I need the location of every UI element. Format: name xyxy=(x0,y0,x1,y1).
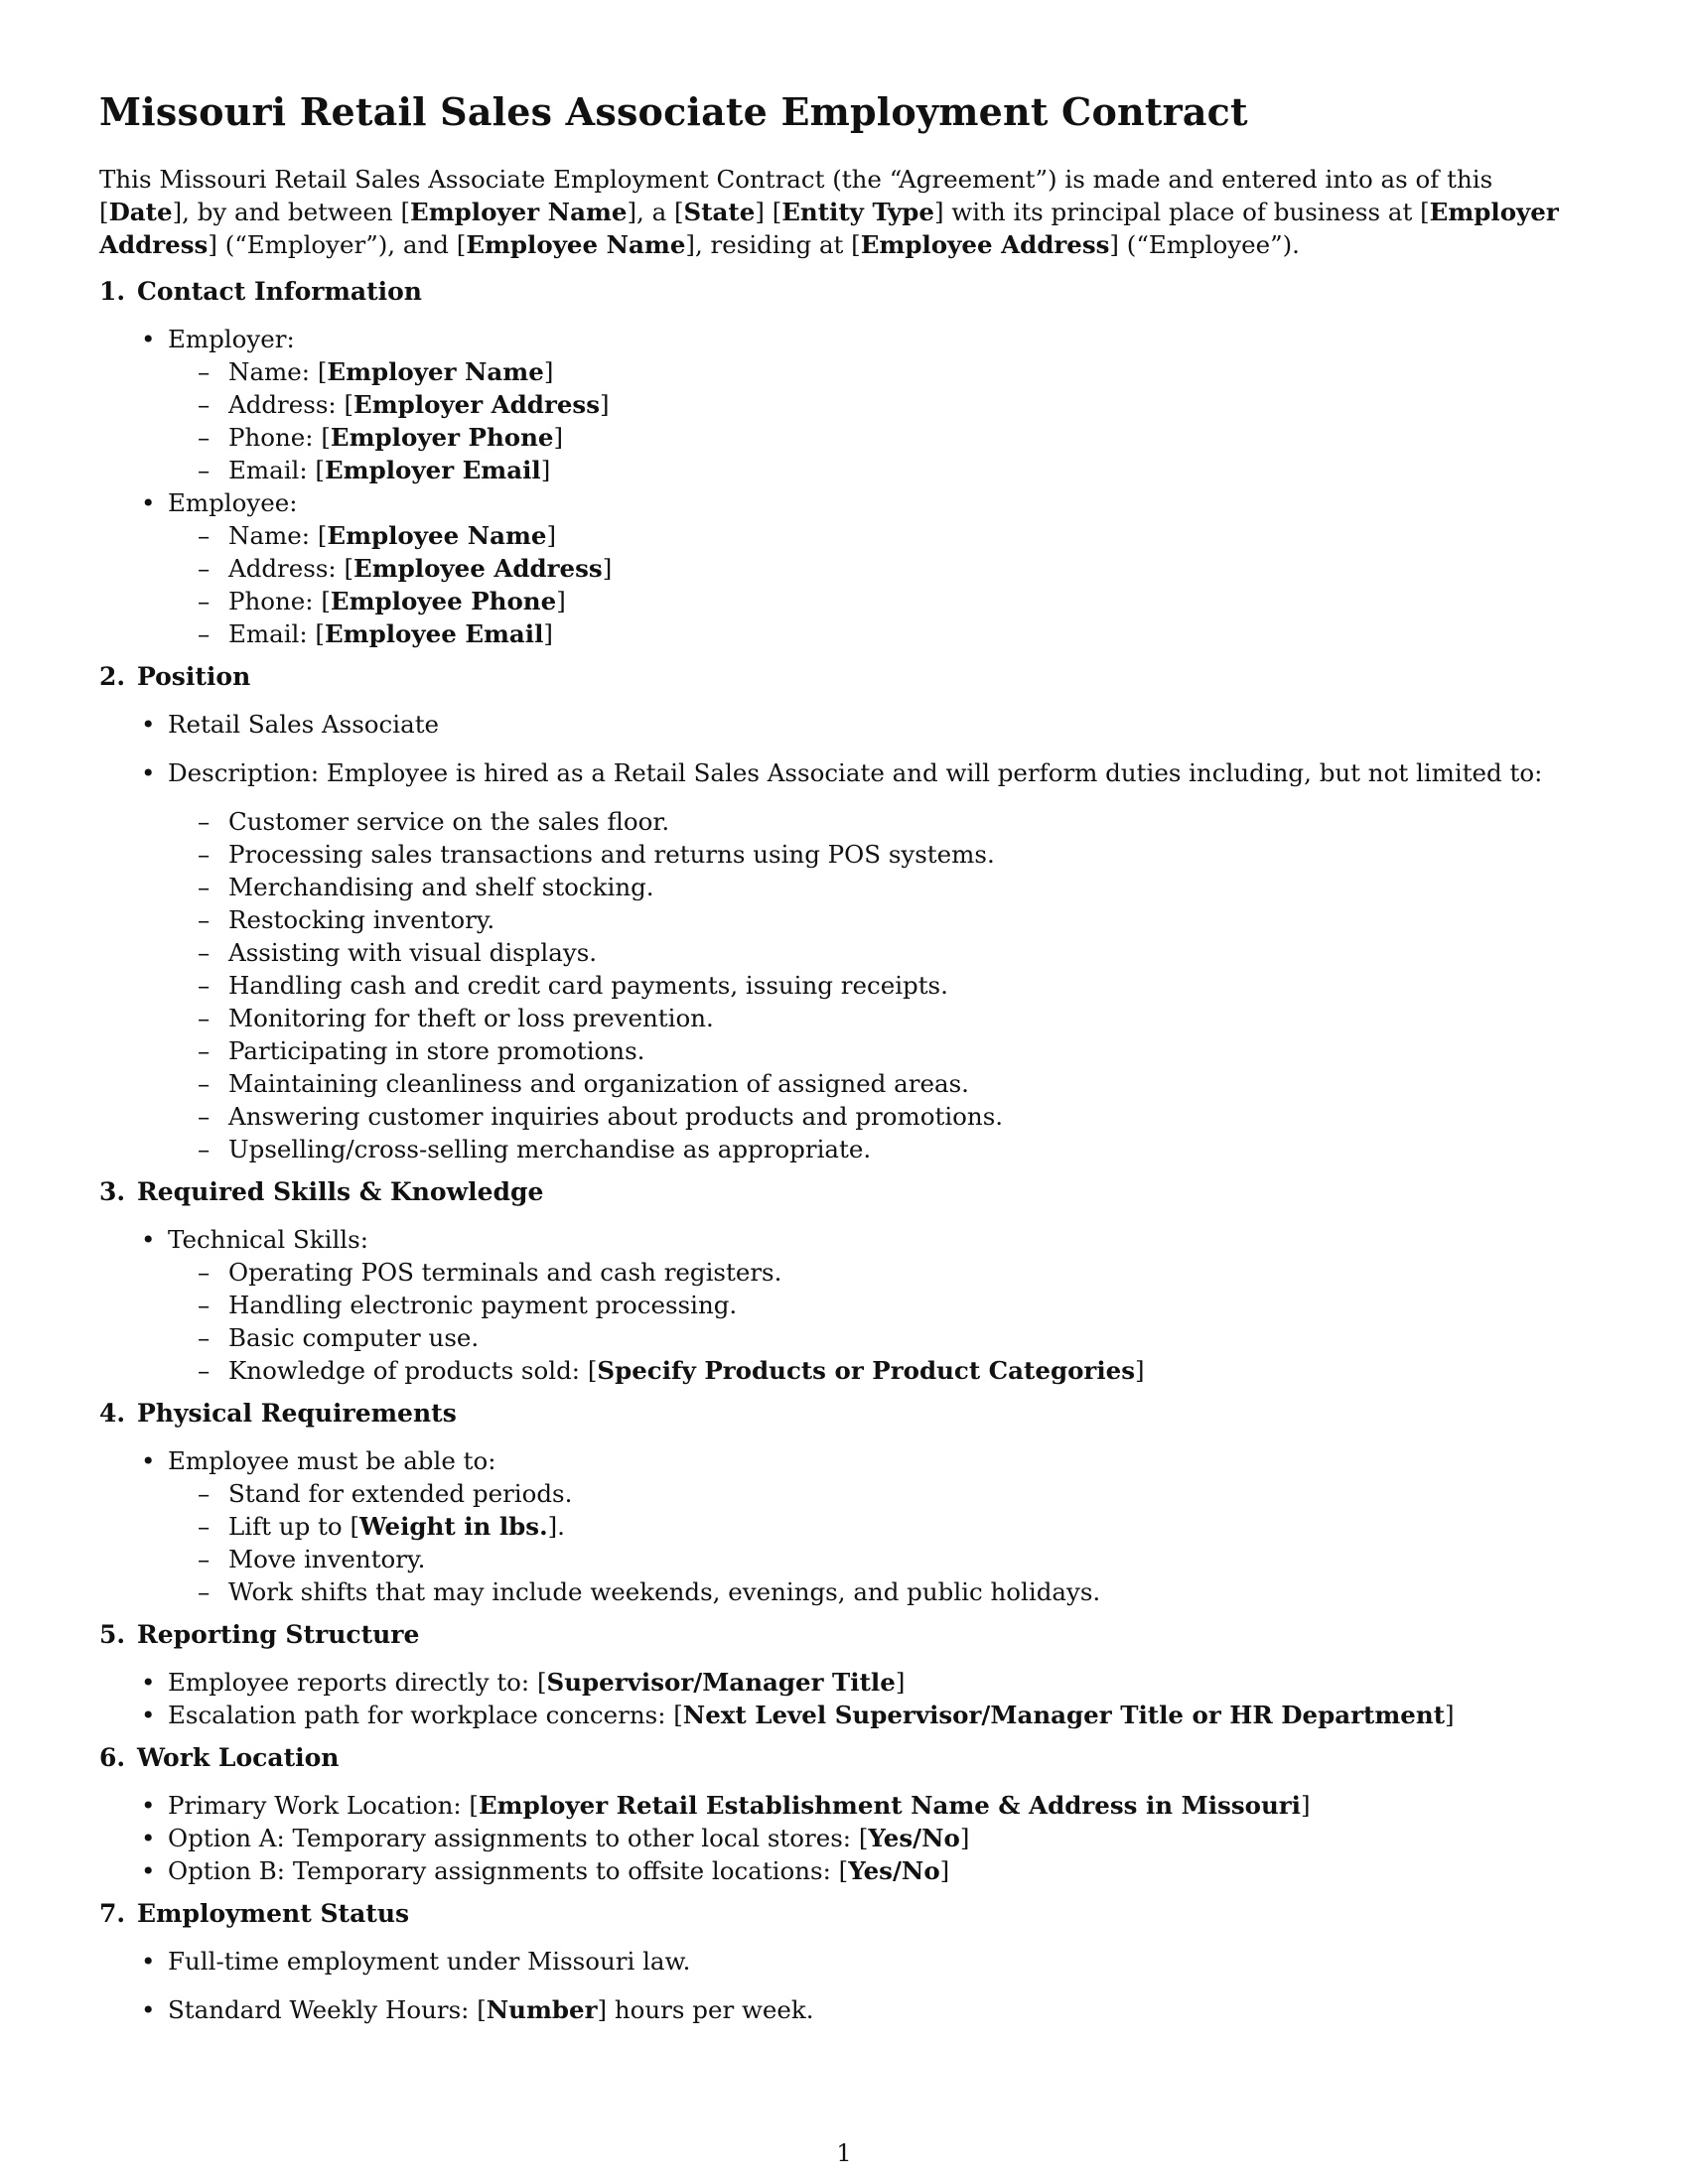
bracket: ] xyxy=(1135,1356,1145,1385)
bracket: ] xyxy=(1300,1791,1311,1820)
list-item xyxy=(137,1444,1589,1608)
placeholder-products: Specify Products or Product Categories xyxy=(597,1356,1136,1385)
section-physical-requirements xyxy=(99,1397,1589,1608)
section-title: Employment Status xyxy=(137,1899,410,1928)
list-item xyxy=(198,585,1589,617)
section-title: Work Location xyxy=(137,1743,340,1772)
intro-text: ] with its principal place of business at [ xyxy=(933,198,1430,226)
section-title: Reporting Structure xyxy=(137,1620,420,1649)
placeholder-hours: Number xyxy=(486,1995,598,2024)
placeholder-employer-address: Employer Address xyxy=(99,198,1559,259)
list-item xyxy=(198,552,1589,585)
list-item: – Assisting with visual displays. xyxy=(198,936,1589,969)
placeholder-yes-no: Yes/No xyxy=(868,1824,960,1852)
section-employment-status xyxy=(99,1897,1589,2026)
placeholder-employee-email: Employee Email xyxy=(325,619,544,648)
section-number: 2. xyxy=(99,662,126,691)
placeholder-employee-address: Employee Address xyxy=(353,554,603,583)
placeholder-employer-name: Employer Name xyxy=(410,198,628,226)
list-item: – Operating POS terminals and cash registers. xyxy=(198,1256,1589,1289)
list-item: – Basic computer use. xyxy=(198,1321,1589,1354)
field-label: Option A: Temporary assignments to other local stores: [ xyxy=(168,1824,869,1852)
list-item: – Answering customer inquiries about products and promotions. xyxy=(198,1100,1589,1133)
list-item: – Stand for extended periods. xyxy=(198,1477,1589,1510)
bracket: ] xyxy=(540,456,551,484)
list-item: – Monitoring for theft or loss prevention. xyxy=(198,1002,1589,1034)
field-label: Name: [ xyxy=(228,357,328,386)
placeholder-employer-name: Employer Name xyxy=(327,357,544,386)
intro-paragraph xyxy=(99,163,1589,261)
bracket: ] xyxy=(1445,1701,1455,1729)
section-heading xyxy=(99,1741,1589,1775)
bracket: ] xyxy=(959,1824,970,1852)
field-label: Name: [ xyxy=(228,521,328,550)
field-label: Lift up to [ xyxy=(228,1512,359,1541)
list-item: – Merchandising and shelf stocking. xyxy=(198,871,1589,903)
list-item xyxy=(137,1666,1589,1699)
bracket: ] xyxy=(602,554,613,583)
list-item xyxy=(137,1699,1589,1731)
section-title: Required Skills & Knowledge xyxy=(137,1177,544,1206)
intro-text: ] [ xyxy=(755,198,782,226)
placeholder-employee-address: Employee Address xyxy=(860,230,1110,259)
list-item: – Customer service on the sales floor. xyxy=(198,805,1589,838)
contact-list xyxy=(99,323,1589,650)
section-reporting-structure xyxy=(99,1618,1589,1731)
intro-text: ], by and between [ xyxy=(172,198,411,226)
contract-page xyxy=(99,87,1589,2036)
duties-list xyxy=(168,805,1589,1165)
bracket: ] xyxy=(939,1856,950,1885)
list-item: • Retail Sales Associate xyxy=(137,708,1589,741)
section-heading xyxy=(99,1618,1589,1652)
section-heading xyxy=(99,1175,1589,1209)
page-number: 1 xyxy=(836,2139,852,2167)
section-number: 5. xyxy=(99,1620,126,1649)
intro-text: ] (“Employer”), and [ xyxy=(208,230,467,259)
section-title: Position xyxy=(137,662,251,691)
bracket: ]. xyxy=(547,1512,565,1541)
list-item xyxy=(137,1822,1589,1854)
bracket: ] xyxy=(895,1668,906,1697)
field-label: Email: [ xyxy=(228,619,325,648)
intro-text: ], residing at [ xyxy=(685,230,861,259)
field-label: Primary Work Location: [ xyxy=(168,1791,479,1820)
status-list xyxy=(99,1945,1589,2026)
section-title: Physical Requirements xyxy=(137,1399,457,1428)
list-item xyxy=(198,519,1589,552)
list-item: – Upselling/cross-selling merchandise as appropriate. xyxy=(198,1133,1589,1165)
field-label: Address: [ xyxy=(228,390,354,419)
field-label: Knowledge of products sold: [ xyxy=(228,1356,598,1385)
bracket: ] xyxy=(556,587,566,615)
field-label: Phone: [ xyxy=(228,423,331,452)
technical-skills-label: Technical Skills: xyxy=(168,1225,368,1254)
list-item xyxy=(198,421,1589,454)
list-item: – Maintaining cleanliness and organization of assigned areas. xyxy=(198,1067,1589,1100)
list-item xyxy=(198,1510,1589,1543)
list-item xyxy=(137,756,1589,1165)
employee-contact-list xyxy=(168,519,1589,650)
employer-contact-list xyxy=(168,355,1589,486)
section-number: 6. xyxy=(99,1743,126,1772)
section-heading xyxy=(99,1397,1589,1431)
list-item: • Full-time employment under Missouri law. xyxy=(137,1945,1589,1978)
intro-text: ] (“Employee”). xyxy=(1109,230,1300,259)
field-label: Phone: [ xyxy=(228,587,331,615)
placeholder-work-location: Employer Retail Establishment Name & Address in Missouri xyxy=(479,1791,1301,1820)
section-heading xyxy=(99,660,1589,694)
list-item xyxy=(198,388,1589,421)
placeholder-employee-phone: Employee Phone xyxy=(330,587,557,615)
placeholder-employee-name: Employee Name xyxy=(466,230,686,259)
bracket: ] xyxy=(546,521,557,550)
placeholder-employer-phone: Employer Phone xyxy=(330,423,554,452)
section-number: 7. xyxy=(99,1899,126,1928)
section-work-location xyxy=(99,1741,1589,1887)
section-number: 1. xyxy=(99,277,126,306)
list-item: – Handling electronic payment processing. xyxy=(198,1289,1589,1321)
list-item xyxy=(137,1789,1589,1822)
placeholder-escalation: Next Level Supervisor/Manager Title or HR Department xyxy=(682,1701,1446,1729)
list-item xyxy=(137,323,1589,486)
physical-label: Employee must be able to: xyxy=(168,1446,496,1475)
bracket: ] xyxy=(553,423,564,452)
section-contact-information xyxy=(99,275,1589,650)
list-item xyxy=(137,1854,1589,1887)
placeholder-employer-email: Employer Email xyxy=(325,456,541,484)
placeholder-yes-no: Yes/No xyxy=(848,1856,940,1885)
section-heading xyxy=(99,1897,1589,1931)
field-label: Option B: Temporary assignments to offsite locations: [ xyxy=(168,1856,849,1885)
position-list xyxy=(99,708,1589,1165)
list-item xyxy=(198,355,1589,388)
field-label: Escalation path for workplace concerns: [ xyxy=(168,1701,683,1729)
list-item: – Handling cash and credit card payments, issuing receipts. xyxy=(198,969,1589,1002)
technical-skills-list xyxy=(168,1256,1589,1387)
field-label: Email: [ xyxy=(228,456,325,484)
bracket: ] xyxy=(600,390,610,419)
section-required-skills xyxy=(99,1175,1589,1387)
list-item xyxy=(137,1223,1589,1387)
placeholder-weight: Weight in lbs. xyxy=(359,1512,548,1541)
physical-requirements-list xyxy=(168,1477,1589,1608)
skills-list xyxy=(99,1223,1589,1387)
list-item: – Participating in store promotions. xyxy=(198,1034,1589,1067)
employer-label: Employer: xyxy=(168,325,295,353)
list-item xyxy=(137,486,1589,650)
reporting-list xyxy=(99,1666,1589,1731)
list-item xyxy=(198,1354,1589,1387)
placeholder-date: Date xyxy=(108,198,173,226)
placeholder-supervisor-title: Supervisor/Manager Title xyxy=(546,1668,896,1697)
list-item: – Processing sales transactions and returns using POS systems. xyxy=(198,838,1589,871)
section-title: Contact Information xyxy=(137,277,422,306)
bracket: ] hours per week. xyxy=(597,1995,814,2024)
placeholder-entity-type: Entity Type xyxy=(781,198,934,226)
physical-list xyxy=(99,1444,1589,1608)
field-label: Employee reports directly to: [ xyxy=(168,1668,547,1697)
list-item: – Restocking inventory. xyxy=(198,903,1589,936)
placeholder-employee-name: Employee Name xyxy=(327,521,547,550)
intro-text: ], a [ xyxy=(627,198,684,226)
location-list xyxy=(99,1789,1589,1887)
position-description: Description: Employee is hired as a Retail Sales Associate and will perform duties including, but not limited to: xyxy=(168,758,1543,787)
list-item xyxy=(137,1993,1589,2026)
employee-label: Employee: xyxy=(168,488,298,517)
section-number: 4. xyxy=(99,1399,126,1428)
list-item: – Move inventory. xyxy=(198,1543,1589,1575)
list-item: – Work shifts that may include weekends, evenings, and public holidays. xyxy=(198,1575,1589,1608)
placeholder-employer-address: Employer Address xyxy=(353,390,601,419)
section-number: 3. xyxy=(99,1177,126,1206)
section-position xyxy=(99,660,1589,1165)
list-item xyxy=(198,617,1589,650)
list-item xyxy=(198,454,1589,486)
bracket: ] xyxy=(543,619,553,648)
bracket: ] xyxy=(543,357,554,386)
placeholder-state: State xyxy=(683,198,756,226)
intro-text: This Missouri Retail Sales Associate Employment Contract (the “Agreement”) is made and entered into as of this [ xyxy=(99,165,1493,226)
section-heading xyxy=(99,275,1589,309)
document-title: Missouri Retail Sales Associate Employment Contract xyxy=(99,89,1248,134)
field-label: Standard Weekly Hours: [ xyxy=(168,1995,487,2024)
field-label: Address: [ xyxy=(228,554,354,583)
